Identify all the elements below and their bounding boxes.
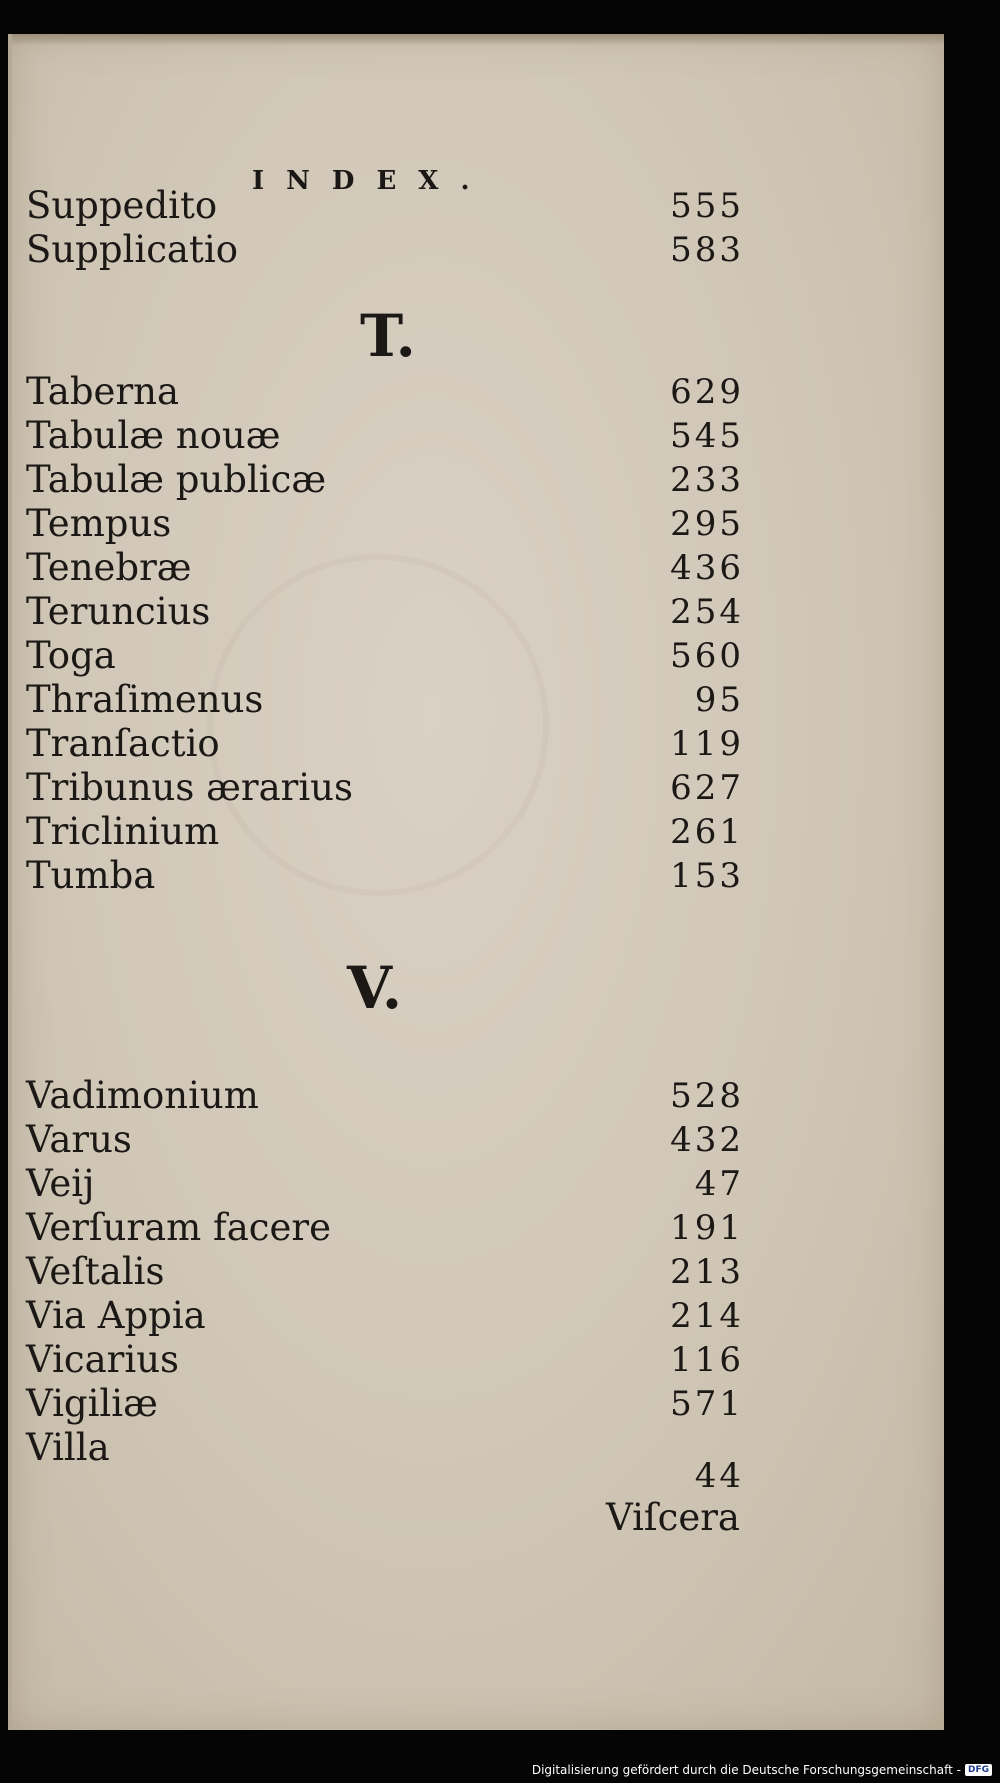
entry-page: 436 bbox=[670, 548, 744, 588]
index-entry bbox=[26, 678, 744, 722]
entry-page: 153 bbox=[670, 856, 744, 896]
entry-page: 214 bbox=[670, 1296, 744, 1336]
index-entry bbox=[26, 184, 744, 228]
index-entry bbox=[26, 722, 744, 766]
entry-term: Veſtalis bbox=[26, 1250, 165, 1293]
entry-term: Tenebræ bbox=[26, 546, 192, 589]
index-entry bbox=[26, 228, 744, 272]
entry-term: Tabulæ publicæ bbox=[26, 458, 327, 501]
entry-page: 555 bbox=[670, 186, 744, 226]
digitization-credit bbox=[532, 1763, 992, 1777]
index-entry bbox=[26, 1338, 744, 1382]
entry-page: 560 bbox=[670, 636, 744, 676]
entry-page: 191 bbox=[670, 1208, 744, 1248]
entry-page: 44 bbox=[694, 1456, 744, 1496]
entry-term: Via Appia bbox=[26, 1294, 206, 1337]
index-entry bbox=[26, 634, 744, 678]
entry-page: 627 bbox=[670, 768, 744, 808]
section-letter-t: T. bbox=[360, 302, 416, 370]
entry-page: 545 bbox=[670, 416, 744, 456]
index-entry bbox=[26, 414, 744, 458]
index-entry bbox=[26, 810, 744, 854]
entry-page: 116 bbox=[670, 1340, 744, 1380]
entry-term: Varus bbox=[26, 1118, 132, 1161]
catchword: Viſcera bbox=[606, 1496, 740, 1539]
entry-page: 583 bbox=[670, 230, 744, 270]
entry-page: 213 bbox=[670, 1252, 744, 1292]
index-entry bbox=[26, 1118, 744, 1162]
section-letter-v: V. bbox=[347, 954, 403, 1022]
entry-page: 119 bbox=[670, 724, 744, 764]
index-entry bbox=[26, 766, 744, 810]
index-entry bbox=[26, 590, 744, 634]
entry-term: Suppedito bbox=[26, 184, 218, 227]
index-entry bbox=[26, 1250, 744, 1294]
entry-page: 47 bbox=[694, 1164, 744, 1204]
entry-term: Teruncius bbox=[26, 590, 211, 633]
entry-term: Veij bbox=[26, 1162, 95, 1205]
index-entry bbox=[26, 854, 744, 898]
entry-term: Triclinium bbox=[26, 810, 220, 853]
entry-term: Taberna bbox=[26, 370, 180, 413]
entry-page: 254 bbox=[670, 592, 744, 632]
entry-term: Thraſimenus bbox=[26, 678, 264, 721]
entry-page: 528 bbox=[670, 1076, 744, 1116]
index-entry bbox=[26, 458, 744, 502]
index-entry bbox=[26, 546, 744, 590]
entry-page: 295 bbox=[670, 504, 744, 544]
entry-term: Tabulæ nouæ bbox=[26, 414, 281, 457]
credit-text: Digitalisierung gefördert durch die Deutsche Forschungsgemeinschaft - bbox=[531, 1763, 961, 1777]
entry-term: Vicarius bbox=[26, 1338, 180, 1381]
index-entry bbox=[26, 1294, 744, 1338]
entry-term: Tranſactio bbox=[26, 722, 220, 765]
entry-term: Tumba bbox=[26, 854, 156, 897]
entry-term: Verſuram facere bbox=[26, 1206, 331, 1249]
index-entry bbox=[26, 1382, 744, 1426]
book-page bbox=[8, 34, 944, 1730]
entry-page: 629 bbox=[670, 372, 744, 412]
entry-page: 95 bbox=[694, 680, 744, 720]
index-entry bbox=[26, 370, 744, 414]
index-entry bbox=[26, 1206, 744, 1250]
entry-page: 571 bbox=[670, 1384, 744, 1424]
entry-term: Tribunus ærarius bbox=[26, 766, 353, 809]
index-entry bbox=[26, 1162, 744, 1206]
entry-page: 261 bbox=[670, 812, 744, 852]
running-head: INDEX. bbox=[252, 166, 492, 196]
entry-term: Tempus bbox=[26, 502, 172, 545]
entry-page: 432 bbox=[670, 1120, 744, 1160]
entry-term: Villa bbox=[26, 1426, 110, 1469]
entry-term: Supplicatio bbox=[26, 228, 238, 271]
entry-term: Vadimonium bbox=[26, 1074, 259, 1117]
index-entry bbox=[26, 1074, 744, 1118]
entry-term: Toga bbox=[26, 634, 116, 677]
entry-page: 233 bbox=[670, 460, 744, 500]
dfg-logo: DFG bbox=[965, 1764, 992, 1776]
entry-term: Vigiliæ bbox=[26, 1382, 158, 1425]
index-entry bbox=[26, 502, 744, 546]
index-entry bbox=[26, 1426, 744, 1496]
